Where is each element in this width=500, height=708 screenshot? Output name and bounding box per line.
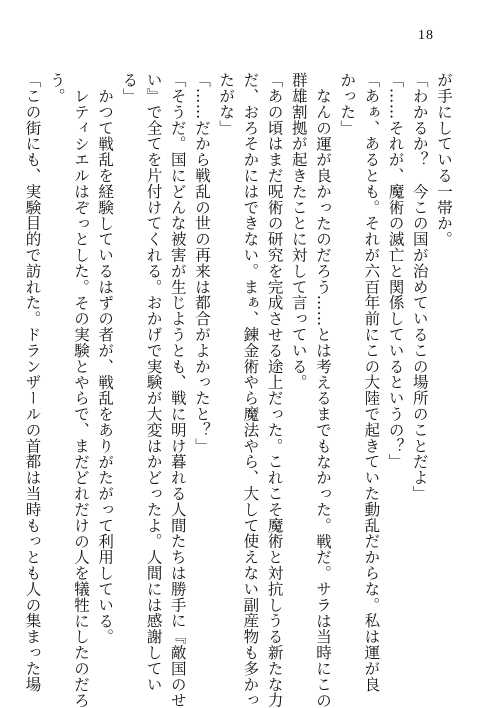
text-line: る」 [120, 72, 139, 104]
text-line: レティシエルはぞっとした。その実験とやらで、まだどれだけの人を犠牲にしたのだろ [71, 87, 90, 708]
text-line: 「そうだ。国にどんな被害が生じようとも、戦に明け暮れる人間たちは勝手に『敵国のせ [168, 72, 187, 708]
text-line: 「この街にも、実験目的で訪れた。ドランザールの首都は当時もっとも人の集まった場 [23, 72, 42, 693]
text-line: 「わかるか？ 今この国が治めているこの場所のことだよ」 [410, 72, 429, 502]
text-line: が手にしている一帯か。 [435, 72, 453, 247]
text-line: たがな」 [217, 72, 236, 136]
vertical-text-body [23, 72, 456, 708]
text-line: 「……それが、魔術の滅亡と関係しているというの？」 [386, 72, 405, 470]
text-line: い』で全てを片付けてくれる。おかげで実験が大変はかどったよ。人間には感謝してい [144, 72, 163, 693]
text-line: かった」 [338, 72, 357, 136]
text-line: う。 [47, 72, 66, 104]
text-line: 「……だから戦乱の世の再来は都合がよかったと？」 [192, 72, 211, 454]
text-line: 群雄割拠が起きたことに対して言っている。 [289, 72, 308, 390]
text-line: なんの運が良かったのだろう……とは考えるまでもなかった。戦だ。サラは当時にこの [313, 87, 332, 708]
page-number: 18 [418, 28, 434, 43]
text-line: だ、おろそかにはできない。まぁ、錬金術やら魔法やら、大して使えない副産物も多かっ [241, 72, 260, 708]
text-line: かつて戦乱を経験しているはずの者が、戦乱をありがたがって利用している。 [96, 87, 115, 644]
text-line: 「あの頃はまだ呪術の研究を完成させる途上だった。これこそ魔術と対抗しうる新たな力 [265, 72, 284, 708]
text-line: 「あぁ、あるとも。それが六百年前にこの大陸で起きていた動乱だからな。私は運が良 [362, 72, 381, 693]
